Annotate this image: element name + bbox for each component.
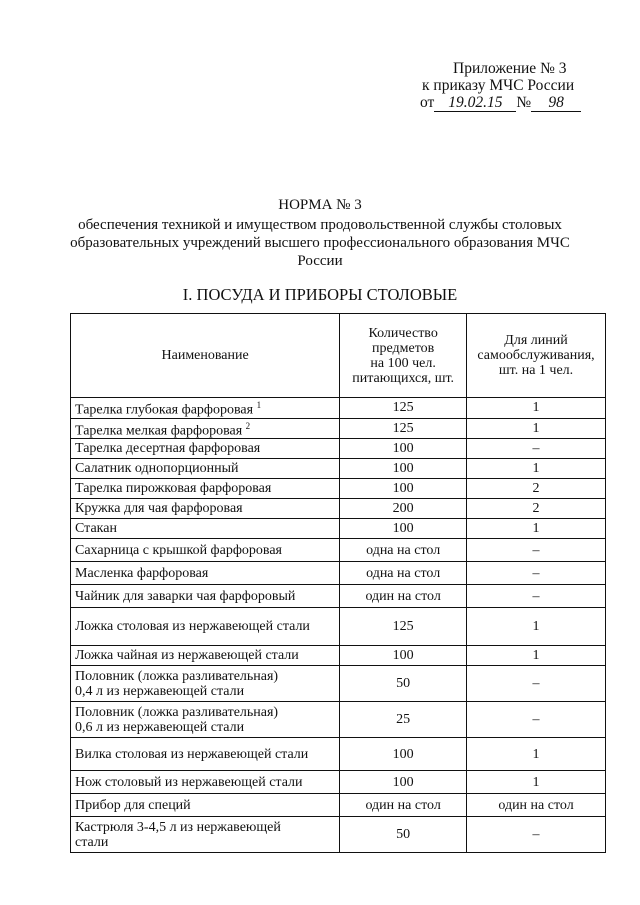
norm-subtitle-line: обеспечения техникой и имуществом продовольственной службы столовых xyxy=(78,217,562,233)
qty-per-100: 50 xyxy=(340,666,467,702)
header-qty-line: предметов xyxy=(372,340,435,356)
self-service-qty: 1 xyxy=(467,771,606,794)
item-name xyxy=(71,439,340,459)
item-name-line: Вилка столовая из нержавеющей стали xyxy=(75,746,309,762)
item-name xyxy=(71,794,340,817)
qty-per-100: 100 xyxy=(340,479,467,499)
qty-per-100: одна на стол xyxy=(340,562,467,585)
table-row xyxy=(71,585,606,608)
table-row xyxy=(71,459,606,479)
item-name xyxy=(71,771,340,794)
item-name-line: Нож столовый из нержавеющей стали xyxy=(75,774,303,790)
item-name xyxy=(71,562,340,585)
qty-per-100: 100 xyxy=(340,738,467,771)
table-row xyxy=(71,666,606,702)
item-name xyxy=(71,459,340,479)
header-name: Наименование xyxy=(71,314,340,398)
self-service-qty: 1 xyxy=(467,738,606,771)
norm-table xyxy=(70,313,606,853)
self-service-qty: – xyxy=(467,702,606,738)
item-name xyxy=(71,479,340,499)
qty-per-100: 200 xyxy=(340,499,467,519)
table-row xyxy=(71,817,606,853)
item-name xyxy=(71,585,340,608)
item-name xyxy=(71,817,340,853)
footnote-mark: 1 xyxy=(256,400,262,410)
item-name-text: Тарелка глубокая фарфоровая xyxy=(75,402,254,418)
section-title: I. ПОСУДА И ПРИБОРЫ СТОЛОВЫЕ xyxy=(182,285,458,304)
appendix-block xyxy=(420,60,581,112)
header-self-line: Для линий xyxy=(504,333,568,348)
item-name xyxy=(71,666,340,702)
appendix-title: Приложение № 3 xyxy=(453,60,567,77)
self-service-qty: 1 xyxy=(467,519,606,539)
item-name xyxy=(71,646,340,666)
self-service-qty: 1 xyxy=(467,459,606,479)
item-name-line: стали xyxy=(75,834,109,850)
qty-per-100: один на стол xyxy=(340,794,467,817)
item-name-line: Стакан xyxy=(75,521,117,537)
header-qty-line: на 100 чел. xyxy=(370,355,436,371)
table-row xyxy=(71,562,606,585)
self-service-qty: 1 xyxy=(467,608,606,646)
norm-subtitle xyxy=(0,216,640,270)
self-service-qty: 1 xyxy=(467,646,606,666)
item-name-line: Половник (ложка разливательная) xyxy=(75,668,279,684)
qty-per-100: 125 xyxy=(340,608,467,646)
self-service-qty: 1 xyxy=(467,398,606,419)
table-row xyxy=(71,418,606,439)
handwritten-date: 19.02.15 xyxy=(434,94,516,112)
item-name-line: Прибор для специй xyxy=(75,797,191,813)
handwritten-order-number: 98 xyxy=(531,94,581,112)
item-name-line: Ложка столовая из нержавеющей стали xyxy=(75,619,310,635)
appendix-order-ref: к приказу МЧС России xyxy=(422,77,575,94)
item-name-text: Тарелка мелкая фарфоровая xyxy=(75,423,243,439)
self-service-qty: – xyxy=(467,585,606,608)
item-name xyxy=(71,702,340,738)
item-name-line: Тарелка десертная фарфоровая xyxy=(75,441,261,457)
item-name-line: 0,4 л из нержавеющей стали xyxy=(75,683,245,699)
item-name xyxy=(71,499,340,519)
qty-per-100: 100 xyxy=(340,519,467,539)
self-service-qty: – xyxy=(467,666,606,702)
header-self-service xyxy=(467,314,606,398)
item-name xyxy=(71,519,340,539)
item-name-line: Половник (ложка разливательная) xyxy=(75,704,279,720)
header-qty-per-100 xyxy=(340,314,467,398)
norm-subtitle-line: России xyxy=(297,253,343,269)
item-name xyxy=(71,738,340,771)
table-header-row xyxy=(71,314,606,398)
item-name-line: Тарелка пирожковая фарфоровая xyxy=(75,481,272,497)
qty-per-100: 125 xyxy=(340,418,467,439)
norm-title: НОРМА № 3 xyxy=(278,197,362,213)
item-name-line xyxy=(75,419,335,439)
table-row xyxy=(71,479,606,499)
header-qty-line: Количество xyxy=(368,325,438,341)
appendix-date-prefix: от xyxy=(420,94,435,111)
qty-per-100: одна на стол xyxy=(340,539,467,562)
item-name xyxy=(71,398,340,419)
table-row xyxy=(71,439,606,459)
table-row xyxy=(71,771,606,794)
footnote-mark: 2 xyxy=(245,420,251,431)
qty-per-100: 50 xyxy=(340,817,467,853)
self-service-qty: один на стол xyxy=(467,794,606,817)
item-name xyxy=(71,418,340,439)
table-row xyxy=(71,519,606,539)
self-service-qty: – xyxy=(467,539,606,562)
self-service-qty: 1 xyxy=(467,418,606,439)
qty-per-100: 125 xyxy=(340,398,467,419)
header-self-line: шт. на 1 чел. xyxy=(498,363,574,378)
qty-per-100: 100 xyxy=(340,646,467,666)
table-row xyxy=(71,702,606,738)
table-row xyxy=(71,646,606,666)
qty-per-100: 100 xyxy=(340,771,467,794)
table-row xyxy=(71,738,606,771)
item-name-line: Масленка фарфоровая xyxy=(75,565,209,581)
header-self-line: самообслуживания, xyxy=(477,348,595,363)
norm-subtitle-line: образовательных учреждений высшего профессионального образования МЧС xyxy=(70,235,570,251)
item-name-line: Ложка чайная из нержавеющей стали xyxy=(75,648,299,664)
self-service-qty: 2 xyxy=(467,499,606,519)
header-qty-line: питающихся, шт. xyxy=(352,370,455,386)
table-row xyxy=(71,794,606,817)
appendix-number-label: № xyxy=(516,94,532,111)
item-name-line: Салатник однопорционный xyxy=(75,461,239,477)
qty-per-100: 25 xyxy=(340,702,467,738)
item-name-line: 0,6 л из нержавеющей стали xyxy=(75,719,245,735)
item-name-line: Чайник для заварки чая фарфоровый xyxy=(75,588,296,604)
table-row xyxy=(71,398,606,419)
appendix-date-line xyxy=(420,94,581,112)
item-name-line: Кружка для чая фарфоровая xyxy=(75,501,243,517)
item-name-line: Сахарница с крышкой фарфоровая xyxy=(75,542,282,558)
self-service-qty: – xyxy=(467,439,606,459)
self-service-qty: – xyxy=(467,817,606,853)
qty-per-100: 100 xyxy=(340,439,467,459)
self-service-qty: – xyxy=(467,562,606,585)
qty-per-100: один на стол xyxy=(340,585,467,608)
table-row xyxy=(71,539,606,562)
qty-per-100: 100 xyxy=(340,459,467,479)
item-name xyxy=(71,608,340,646)
table-row xyxy=(71,608,606,646)
table-row xyxy=(71,499,606,519)
item-name-line: Кастрюля 3-4,5 л из нержавеющей xyxy=(75,819,281,835)
self-service-qty: 2 xyxy=(467,479,606,499)
item-name-line xyxy=(75,398,335,418)
item-name xyxy=(71,539,340,562)
